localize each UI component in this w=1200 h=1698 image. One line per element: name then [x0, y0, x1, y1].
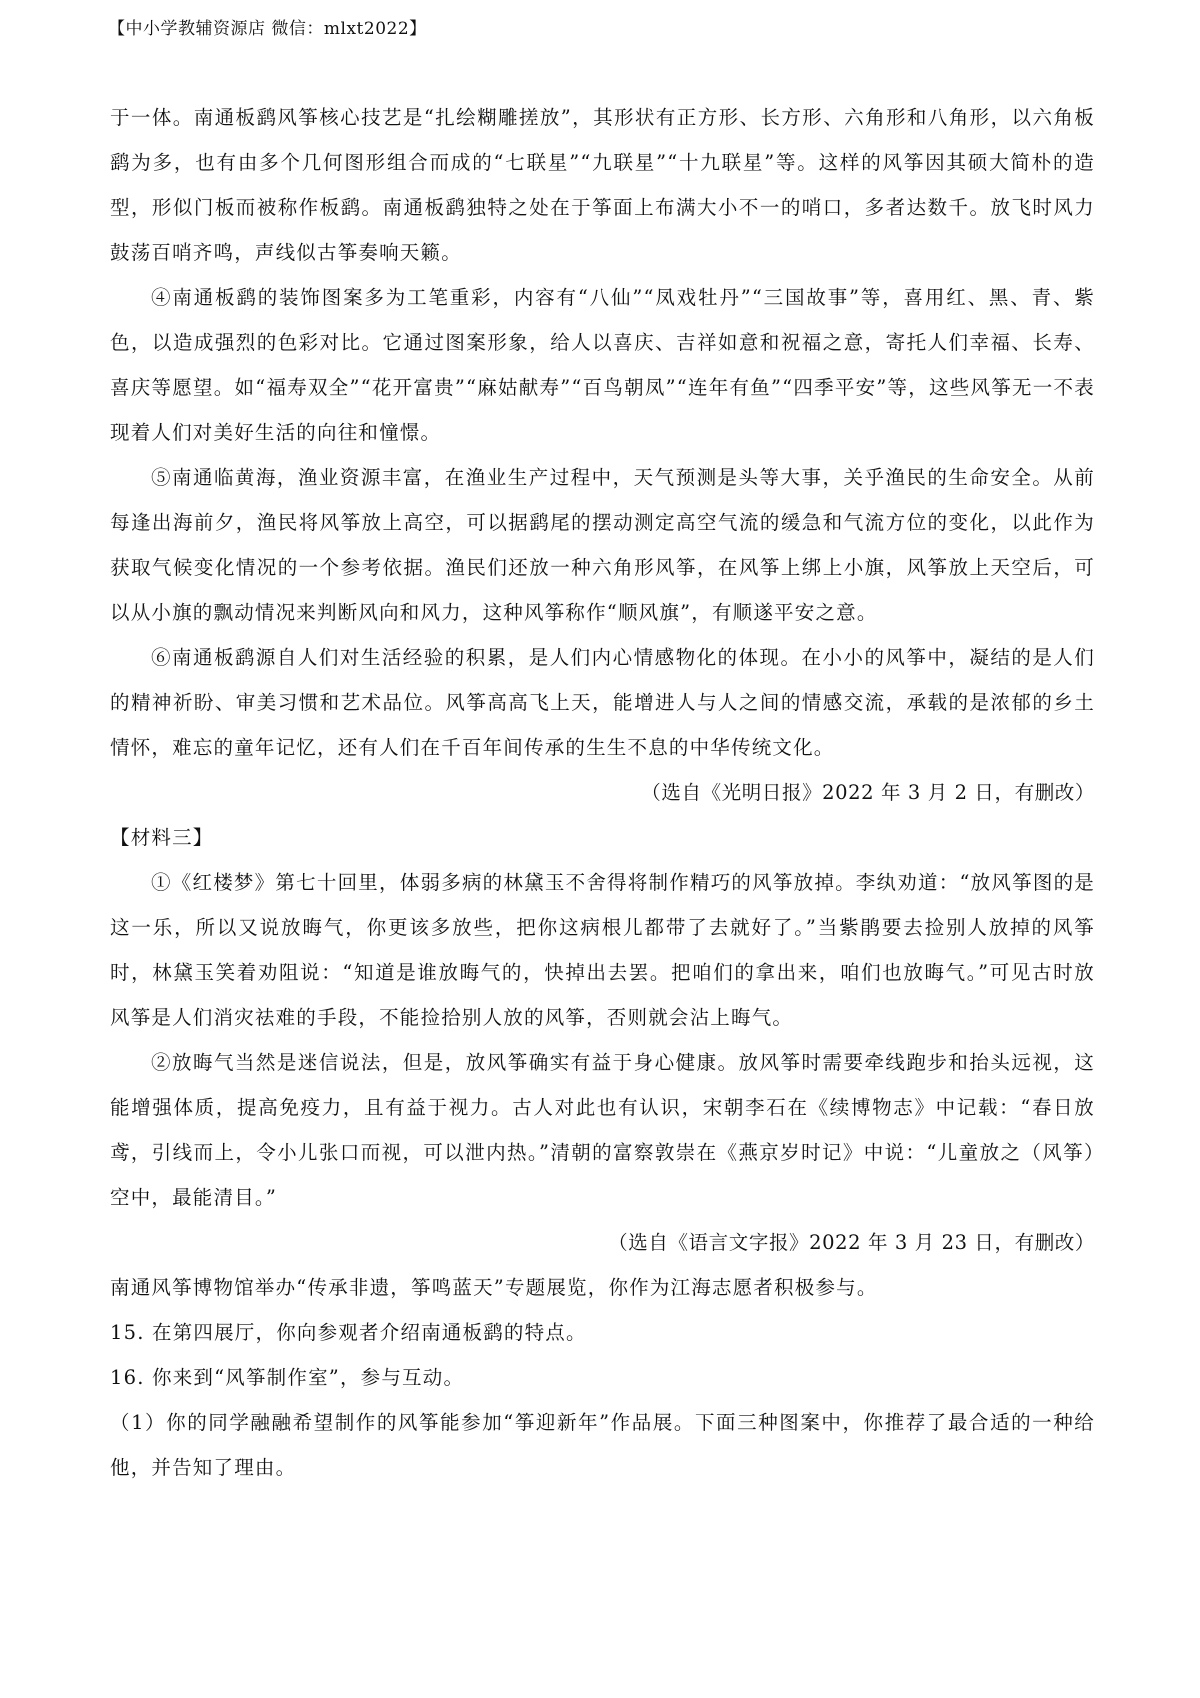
- question-16-1: （1）你的同学融融希望制作的风筝能参加“筝迎新年”作品展。下面三种图案中，你推荐了最合适的一种给他，并告知了理由。: [110, 1411, 1095, 1479]
- material2-paragraph-3-tail: 于一体。南通板鹞风筝核心技艺是“扎绘糊雕搓放”，其形状有正方形、长方形、六角形和八角形，以六角板鹞为多，也有由多个几何图形组合而成的“七联星”“九联星”“十九联星”等。这样的风筝因其硕大简朴的造型，形似门板而被称作板鹞。南通板鹞独特之处在于筝面上布满大小不一的哨口，多者达数千。放飞时风力鼓荡百哨齐鸣，声线似古筝奏响天籁。: [110, 106, 1095, 264]
- material3-paragraph-1: ①《红楼梦》第七十回里，体弱多病的林黛玉不舍得将制作精巧的风筝放掉。李纨劝道：“放风筝图的是这一乐，所以又说放晦气，你更该多放些，把你这病根儿都带了去就好了。”当紫鹃要去捡别人放掉的风筝时，林黛玉笑着劝阻说：“知道是谁放晦气的，快掉出去罢。把咱们的拿出来，咱们也放晦气。”可见古时放风筝是人们消灾祛难的手段，不能捡拾别人放的风筝，否则就会沾上晦气。: [110, 871, 1095, 1029]
- material3-title: 【材料三】: [110, 826, 214, 849]
- material2-paragraph-4: ④南通板鹞的装饰图案多为工笔重彩，内容有“八仙”“凤戏牡丹”“三国故事”等，喜用红、黑、青、紫色，以造成强烈的色彩对比。它通过图案形象，给人以喜庆、吉祥如意和祝福之意，寄托人们幸福、长寿、喜庆等愿望。如“福寿双全”“花开富贵”“麻姑献寿”“百鸟朝凤”“连年有鱼”“四季平安”等，这些风筝无一不表现着人们对美好生活的向往和憧憬。: [110, 286, 1095, 444]
- header-note: 【中小学教辅资源店 微信：mlxt2022】: [108, 19, 427, 39]
- material2-source: （选自《光明日报》2022 年 3 月 2 日，有删改）: [641, 781, 1095, 804]
- material2-paragraph-6: ⑥南通板鹞源自人们对生活经验的积累，是人们内心情感物化的体现。在小小的风筝中，凝结的是人们的精神祈盼、审美习惯和艺术品位。风筝高高飞上天，能增进人与人之间的情感交流，承载的是浓郁的乡土情怀，难忘的童年记忆，还有人们在千百年间传承的生生不息的中华传统文化。: [110, 646, 1095, 759]
- task-intro: 南通风筝博物馆举办“传承非遗，筝鸣蓝天”专题展览，你作为江海志愿者积极参与。: [110, 1276, 878, 1299]
- material3-source: （选自《语言文字报》2022 年 3 月 23 日，有删改）: [608, 1231, 1095, 1254]
- question-16: 16. 你来到“风筝制作室”，参与互动。: [110, 1366, 465, 1389]
- question-15: 15. 在第四展厅，你向参观者介绍南通板鹞的特点。: [110, 1321, 587, 1344]
- material2-paragraph-5: ⑤南通临黄海，渔业资源丰富，在渔业生产过程中，天气预测是头等大事，关乎渔民的生命安全。从前每逢出海前夕，渔民将风筝放上高空，可以据鹞尾的摆动测定高空气流的缓急和气流方位的变化，以此作为获取气候变化情况的一个参考依据。渔民们还放一种六角形风筝，在风筝上绑上小旗，风筝放上天空后，可以从小旗的飘动情况来判断风向和风力，这种风筝称作“顺风旗”，有顺遂平安之意。: [110, 466, 1095, 624]
- material3-paragraph-2: ②放晦气当然是迷信说法，但是，放风筝确实有益于身心健康。放风筝时需要牵线跑步和抬头远视，这能增强体质，提高免疫力，且有益于视力。古人对此也有认识，宋朝李石在《续博物志》中记载：“春日放鸢，引线而上，令小儿张口而视，可以泄内热。”清朝的富察敦崇在《燕京岁时记》中说：“儿童放之（风筝）空中，最能清目。”: [110, 1051, 1095, 1209]
- document-body: [110, 95, 1095, 1490]
